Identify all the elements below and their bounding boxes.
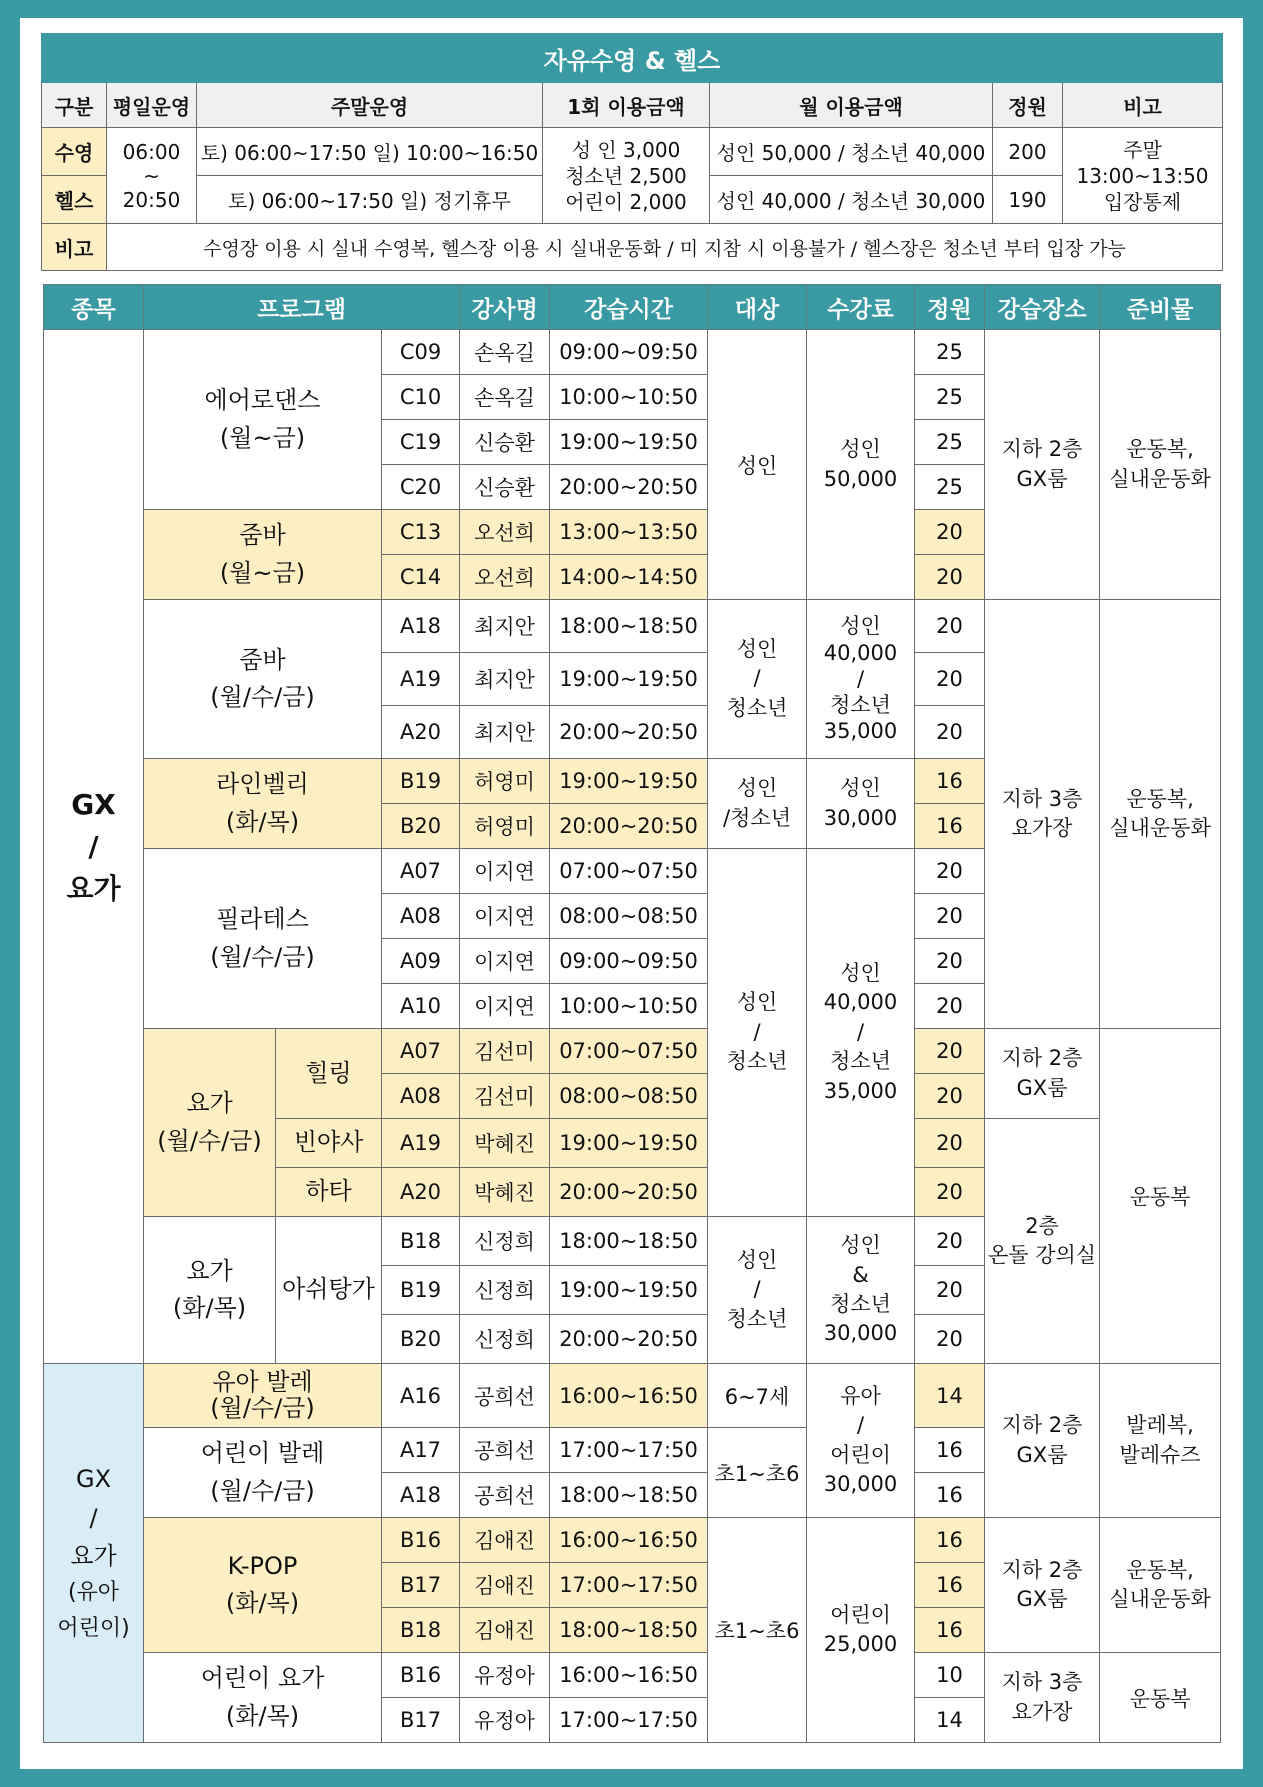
teacher: 신정희	[460, 1266, 550, 1315]
class-code: B20	[382, 804, 460, 849]
header-cell: 강사명	[460, 285, 550, 330]
capacity: 20	[915, 600, 985, 653]
capacity: 20	[915, 939, 985, 984]
header-cell: 주말운영	[197, 83, 543, 128]
capacity: 14	[915, 1698, 985, 1743]
capacity: 16	[915, 1473, 985, 1518]
program-linebelly: 라인벨리 (화/목)	[144, 759, 382, 849]
capacity: 14	[915, 1364, 985, 1428]
pool-remark: 주말 13:00~13:50 입장통제	[1063, 128, 1223, 224]
program-zumba: 줌바 (월/수/금)	[144, 600, 382, 759]
capacity: 20	[915, 984, 985, 1029]
teacher: 공희선	[460, 1428, 550, 1473]
class-code: B18	[382, 1608, 460, 1653]
capacity: 20	[915, 653, 985, 706]
class-code: C13	[382, 510, 460, 555]
capacity: 20	[915, 894, 985, 939]
capacity: 20	[915, 1315, 985, 1364]
class-code: B16	[382, 1653, 460, 1698]
class-time: 10:00~10:50	[550, 375, 708, 420]
teacher: 최지안	[460, 653, 550, 706]
class-code: B20	[382, 1315, 460, 1364]
class-code: A19	[382, 1119, 460, 1168]
class-code: A19	[382, 653, 460, 706]
target: 성인 / 청소년	[708, 849, 807, 1217]
class-time: 17:00~17:50	[550, 1563, 708, 1608]
capacity: 20	[915, 555, 985, 600]
place: 지하 2층 GX룸	[985, 330, 1100, 600]
teacher: 이지연	[460, 984, 550, 1029]
capacity: 20	[915, 1029, 985, 1074]
pool-gym-table	[41, 33, 1223, 271]
capacity: 20	[915, 1266, 985, 1315]
gym-label: 헬스	[42, 176, 107, 224]
teacher: 손옥길	[460, 330, 550, 375]
header-cell: 정원	[915, 285, 985, 330]
class-code: A07	[382, 1029, 460, 1074]
class-time: 20:00~20:50	[550, 804, 708, 849]
place: 지하 3층 요가장	[985, 1653, 1100, 1743]
class-code: A08	[382, 894, 460, 939]
header-cell: 준비물	[1100, 285, 1221, 330]
capacity: 16	[915, 1428, 985, 1473]
target: 초1~초6	[708, 1428, 807, 1518]
capacity: 20	[915, 510, 985, 555]
class-code: B18	[382, 1217, 460, 1266]
class-time: 19:00~19:50	[550, 653, 708, 706]
note-label: 비고	[42, 224, 107, 271]
swim-capacity: 200	[993, 128, 1063, 176]
teacher: 손옥길	[460, 375, 550, 420]
swim-weekend: 토) 06:00~17:50 일) 10:00~16:50	[197, 128, 543, 176]
note-text: 수영장 이용 시 실내 수영복, 헬스장 이용 시 실내운동화 / 미 지참 시 이용불가 / 헬스장은 청소년 부터 입장 가능	[107, 224, 1223, 271]
gx-program-table	[43, 284, 1221, 1743]
gym-capacity: 190	[993, 176, 1063, 224]
capacity: 20	[915, 1217, 985, 1266]
capacity: 16	[915, 1518, 985, 1563]
teacher: 신정희	[460, 1315, 550, 1364]
target: 성인	[708, 330, 807, 600]
class-time: 18:00~18:50	[550, 1217, 708, 1266]
teacher: 최지안	[460, 706, 550, 759]
table-row	[44, 1518, 1221, 1563]
class-time: 19:00~19:50	[550, 1119, 708, 1168]
teacher: 이지연	[460, 849, 550, 894]
capacity: 25	[915, 465, 985, 510]
teacher: 오선희	[460, 555, 550, 600]
class-time: 07:00~07:50	[550, 849, 708, 894]
table-row	[44, 1364, 1221, 1428]
teacher: 김선미	[460, 1074, 550, 1119]
place: 2층 온돌 강의실	[985, 1119, 1100, 1364]
program-kid-ballet: 어린이 발레 (월/수/금)	[144, 1428, 382, 1518]
fee: 성인 & 청소년 30,000	[807, 1217, 915, 1364]
program-healing: 힐링	[276, 1029, 382, 1119]
class-time: 08:00~08:50	[550, 1074, 708, 1119]
class-time: 16:00~16:50	[550, 1518, 708, 1563]
class-time: 09:00~09:50	[550, 939, 708, 984]
target: 초1~초6	[708, 1518, 807, 1743]
program-kid-yoga: 어린이 요가 (화/목)	[144, 1653, 382, 1743]
fee: 성인 30,000	[807, 759, 915, 849]
supplies: 운동복	[1100, 1653, 1221, 1743]
class-time: 18:00~18:50	[550, 600, 708, 653]
teacher: 김애진	[460, 1608, 550, 1653]
class-time: 08:00~08:50	[550, 894, 708, 939]
class-code: A09	[382, 939, 460, 984]
category-gx-yoga: GX / 요가	[44, 330, 144, 1364]
class-code: B19	[382, 759, 460, 804]
fee: 성인 40,000 / 청소년 35,000	[807, 600, 915, 759]
fee: 성인 50,000	[807, 330, 915, 600]
program-zumba: 줌바 (월~금)	[144, 510, 382, 600]
class-time: 14:00~14:50	[550, 555, 708, 600]
class-code: A08	[382, 1074, 460, 1119]
class-code: C10	[382, 375, 460, 420]
header-cell: 1회 이용금액	[543, 83, 710, 128]
teacher: 김선미	[460, 1029, 550, 1074]
header-cell: 구분	[42, 83, 107, 128]
place: 지하 2층 GX룸	[985, 1364, 1100, 1518]
place: 지하 2층 GX룸	[985, 1029, 1100, 1119]
capacity: 20	[915, 1074, 985, 1119]
class-time: 20:00~20:50	[550, 465, 708, 510]
gx-header-row	[44, 285, 1221, 330]
teacher: 유정아	[460, 1698, 550, 1743]
class-code: B19	[382, 1266, 460, 1315]
gym-monthly: 성인 40,000 / 청소년 30,000	[710, 176, 993, 224]
capacity: 25	[915, 330, 985, 375]
class-time: 19:00~19:50	[550, 420, 708, 465]
program-yoga: 요가 (월/수/금)	[144, 1029, 276, 1217]
class-code: C14	[382, 555, 460, 600]
weekday-hours: 06:00 ~ 20:50	[107, 128, 197, 224]
teacher: 공희선	[460, 1364, 550, 1428]
program-ashtanga: 아쉬탕가	[276, 1217, 382, 1364]
class-code: C20	[382, 465, 460, 510]
header-cell: 평일운영	[107, 83, 197, 128]
class-time: 16:00~16:50	[550, 1364, 708, 1428]
supplies: 발레복, 발레슈즈	[1100, 1364, 1221, 1518]
class-time: 20:00~20:50	[550, 1315, 708, 1364]
class-time: 18:00~18:50	[550, 1473, 708, 1518]
table-row	[44, 1653, 1221, 1698]
class-time: 13:00~13:50	[550, 510, 708, 555]
class-time: 18:00~18:50	[550, 1608, 708, 1653]
program-vinyasa: 빈야사	[276, 1119, 382, 1168]
class-time: 20:00~20:50	[550, 706, 708, 759]
place: 지하 2층 GX룸	[985, 1518, 1100, 1653]
class-code: A18	[382, 1473, 460, 1518]
program-aerobic: 에어로댄스 (월~금)	[144, 330, 382, 510]
teacher: 허영미	[460, 804, 550, 849]
class-code: A16	[382, 1364, 460, 1428]
teacher: 김애진	[460, 1518, 550, 1563]
capacity: 10	[915, 1653, 985, 1698]
category-gx-yoga-kids: GX / 요가 (유아 어린이)	[44, 1364, 144, 1743]
capacity: 20	[915, 1119, 985, 1168]
header-cell: 프로그램	[144, 285, 460, 330]
class-code: A20	[382, 1168, 460, 1217]
gym-weekend: 토) 06:00~17:50 일) 정기휴무	[197, 176, 543, 224]
fee: 어린이 25,000	[807, 1518, 915, 1743]
program-baby-ballet: 유아 발레 (월/수/금)	[144, 1364, 382, 1428]
swim-row	[42, 128, 1223, 176]
header-cell: 비고	[1063, 83, 1223, 128]
class-time: 17:00~17:50	[550, 1698, 708, 1743]
pool-gym-title: 자유수영 & 헬스	[42, 34, 1223, 83]
table-row	[44, 330, 1221, 375]
place: 지하 3층 요가장	[985, 600, 1100, 1029]
capacity: 20	[915, 706, 985, 759]
supplies: 운동복	[1100, 1029, 1221, 1364]
class-code: A07	[382, 849, 460, 894]
class-code: A17	[382, 1428, 460, 1473]
class-code: C19	[382, 420, 460, 465]
capacity: 25	[915, 420, 985, 465]
teacher: 박혜진	[460, 1168, 550, 1217]
class-code: B16	[382, 1518, 460, 1563]
header-cell: 강습장소	[985, 285, 1100, 330]
capacity: 20	[915, 1168, 985, 1217]
capacity: 16	[915, 1608, 985, 1653]
header-cell: 수강료	[807, 285, 915, 330]
header-cell: 대상	[708, 285, 807, 330]
supplies: 운동복, 실내운동화	[1100, 1518, 1221, 1653]
program-yoga: 요가 (화/목)	[144, 1217, 276, 1364]
capacity: 16	[915, 759, 985, 804]
capacity: 25	[915, 375, 985, 420]
class-time: 07:00~07:50	[550, 1029, 708, 1074]
program-kpop: K-POP (화/목)	[144, 1518, 382, 1653]
header-cell: 종목	[44, 285, 144, 330]
table-row	[44, 1029, 1221, 1074]
header-cell: 정원	[993, 83, 1063, 128]
fee: 성인 40,000 / 청소년 35,000	[807, 849, 915, 1217]
class-code: A18	[382, 600, 460, 653]
class-time: 19:00~19:50	[550, 1266, 708, 1315]
teacher: 신정희	[460, 1217, 550, 1266]
single-price: 성 인 3,000 청소년 2,500 어린이 2,000	[543, 128, 710, 224]
target: 6~7세	[708, 1364, 807, 1428]
target: 성인 / 청소년	[708, 600, 807, 759]
teacher: 이지연	[460, 894, 550, 939]
teacher: 김애진	[460, 1563, 550, 1608]
target: 성인 / 청소년	[708, 1217, 807, 1364]
target: 성인 /청소년	[708, 759, 807, 849]
class-code: C09	[382, 330, 460, 375]
class-time: 09:00~09:50	[550, 330, 708, 375]
header-cell: 월 이용금액	[710, 83, 993, 128]
note-row	[42, 224, 1223, 271]
class-time: 16:00~16:50	[550, 1653, 708, 1698]
header-cell: 강습시간	[550, 285, 708, 330]
teacher: 허영미	[460, 759, 550, 804]
teacher: 신승환	[460, 420, 550, 465]
program-hatha: 하타	[276, 1168, 382, 1217]
pool-header-row	[42, 83, 1223, 128]
teacher: 최지안	[460, 600, 550, 653]
capacity: 16	[915, 804, 985, 849]
teacher: 유정아	[460, 1653, 550, 1698]
teacher: 오선희	[460, 510, 550, 555]
capacity: 20	[915, 849, 985, 894]
supplies: 운동복, 실내운동화	[1100, 330, 1221, 600]
teacher: 신승환	[460, 465, 550, 510]
supplies: 운동복, 실내운동화	[1100, 600, 1221, 1029]
class-time: 19:00~19:50	[550, 759, 708, 804]
capacity: 16	[915, 1563, 985, 1608]
class-time: 10:00~10:50	[550, 984, 708, 1029]
teacher: 박혜진	[460, 1119, 550, 1168]
fee: 유아 / 어린이 30,000	[807, 1364, 915, 1518]
program-pilates: 필라테스 (월/수/금)	[144, 849, 382, 1029]
teacher: 공희선	[460, 1473, 550, 1518]
table-row	[44, 600, 1221, 653]
class-code: A20	[382, 706, 460, 759]
class-code: B17	[382, 1563, 460, 1608]
class-code: A10	[382, 984, 460, 1029]
class-code: B17	[382, 1698, 460, 1743]
class-time: 17:00~17:50	[550, 1428, 708, 1473]
class-time: 20:00~20:50	[550, 1168, 708, 1217]
swim-label: 수영	[42, 128, 107, 176]
swim-monthly: 성인 50,000 / 청소년 40,000	[710, 128, 993, 176]
teacher: 이지연	[460, 939, 550, 984]
